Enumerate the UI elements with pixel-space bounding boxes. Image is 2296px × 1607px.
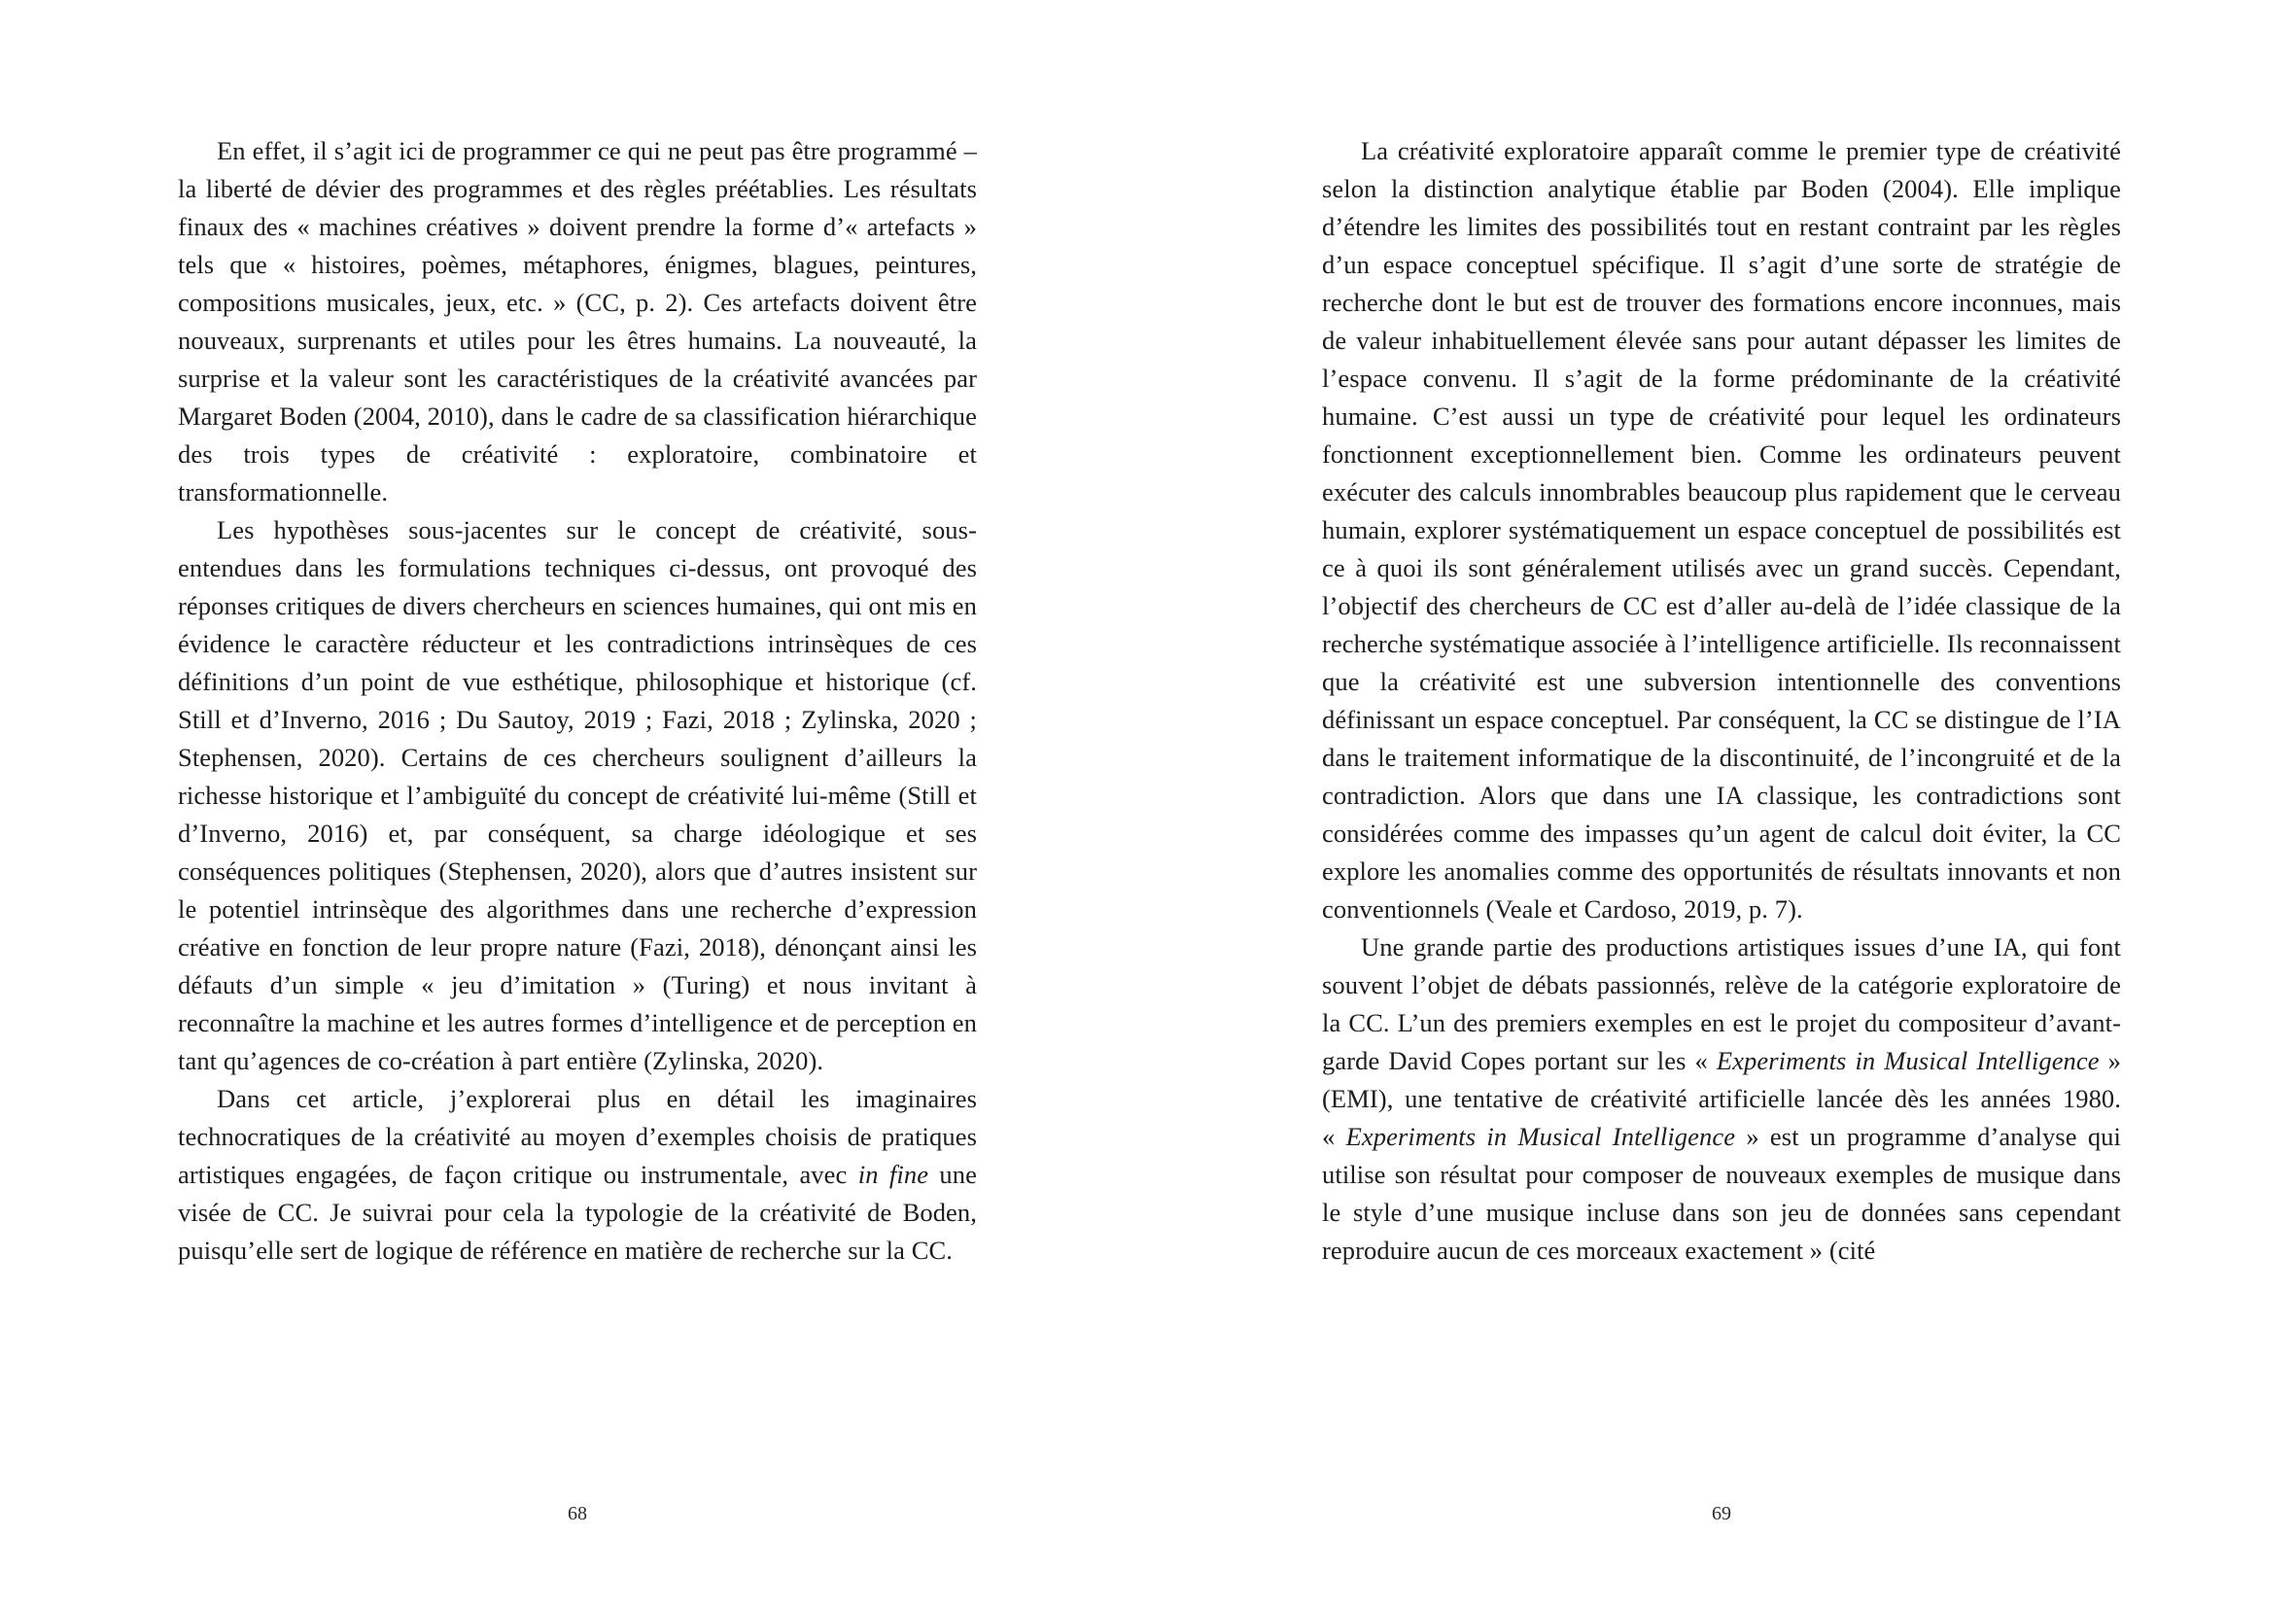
paragraph [178, 1080, 977, 1270]
text-segment: Les hypothèses sous-jacentes sur le concept de créativité, sous-entendues dans les formulations techniques ci-dessus, ont provoqué des réponses critiques de divers chercheurs en sciences humaines, qui ont mis en évidence le caractère réducteur et les contradictions intrinsèques de ces définitions d’un point de vue esthétique, philosophique et historique (cf. Still et d’Inverno, 2016 ; Du Sautoy, 2019 ; Fazi, 2018 ; Zylinska, 2020 ; Stephensen, 2020). Certains de ces chercheurs soulignent d’ailleurs la richesse historique et l’ambiguïté du concept de créativité lui-même (Still et d’Inverno, 2016) et, par conséquent, sa charge idéologique et ses conséquences politiques (Stephensen, 2020), alors que d’autres insistent sur le potentiel intrinsèque des algorithmes dans une recherche d’expression créative en fonction de leur propre nature (Fazi, 2018), dénonçant ainsi les défauts d’un simple « jeu d’imitation » (Turing) et nous invitant à reconnaître la machine et les autres formes d’intelligence et de perception en tant qu’agences de co-création à part entière (Zylinska, 2020). [178, 515, 977, 1075]
paragraph [178, 132, 977, 511]
page-number-right: 69 [1712, 1503, 1731, 1524]
page-right-text [1322, 132, 2121, 1270]
text-segment: » (EMI), une tentative de créativité artificielle lancée dès les années 1980. « [1322, 1046, 2121, 1151]
text-segment: En effet, il s’agit ici de programmer ce qui ne peut pas être programmé – la liberté de dévier des programmes et des règles préétablies. Les résultats finaux des « machines créatives » doivent prendre la forme d’« artefacts » tels que « histoires, poèmes, métaphores, énigmes, blagues, peintures, compositions musicales, jeux, etc. » (CC, p. 2). Ces artefacts doivent être nouveaux, surprenants et utiles pour les êtres humains. La nouveauté, la surprise et la valeur sont les caractéristiques de la créativité avancées par Margaret Boden (2004, 2010), dans le cadre de sa classification hiérarchique des trois types de créativité : exploratoire, combinatoire et transformationnelle. [178, 136, 977, 507]
page-number-left: 68 [568, 1503, 587, 1524]
text-segment: Une grande partie des productions artistiques issues d’une IA, qui font souvent l’objet de débats passionnés, relève de la catégorie exploratoire de la CC. L’un des premiers exemples en est le projet du compositeur d’avant-garde David Copes portant sur les « [1322, 932, 2121, 1075]
paragraph [1322, 928, 2121, 1270]
paragraph [178, 511, 977, 1080]
page-left-text [178, 132, 977, 1270]
text-segment: Dans cet article, j’explorerai plus en détail les imaginaires technocratiques de la créativité au moyen d’exemples choisis de pratiques artistiques engagées, de façon critique ou instrumentale, avec [178, 1084, 977, 1189]
paragraph [1322, 132, 2121, 928]
italic-text-segment: Experiments in Musical Intelligence [1716, 1046, 2100, 1075]
italic-text-segment: in fine [857, 1160, 929, 1189]
text-segment: La créativité exploratoire apparaît comme le premier type de créativité selon la distinction analytique établie par Boden (2004). Elle implique d’étendre les limites des possibilités tout en restant contraint par les règles d’un espace conceptuel spécifique. Il s’agit d’une sorte de stratégie de recherche dont le but est de trouver des formations encore inconnues, mais de valeur inhabituellement élevée sans pour autant dépasser les limites de l’espace convenu. Il s’agit de la forme prédominante de la créativité humaine. C’est aussi un type de créativité pour lequel les ordinateurs fonctionnent exceptionnellement bien. Comme les ordinateurs peuvent exécuter des calculs innombrables beaucoup plus rapidement que le cerveau humain, explorer systématiquement un espace conceptuel de possibilités est ce à quoi ils sont généralement utilisés avec un grand succès. Cependant, l’objectif des chercheurs de CC est d’aller au-delà de l’idée classique de la recherche systématique associée à l’intelligence artificielle. Ils reconnaissent que la créativité est une subversion intentionnelle des conventions définissant un espace conceptuel. Par conséquent, la CC se distingue de l’IA dans le traitement informatique de la discontinuité, de l’incongruité et de la contradiction. Alors que dans une IA classique, les contradictions sont considérées comme des impasses qu’un agent de calcul doit éviter, la CC explore les anomalies comme des opportunités de résultats innovants et non conventionnels (Veale et Cardoso, 2019, p. 7). [1322, 136, 2121, 924]
page-right [1148, 0, 2296, 1607]
text-segment: » est un programme d’analyse qui utilise son résultat pour composer de nouveaux exemples de musique dans le style d’une musique incluse dans son jeu de données sans cependant reproduire aucun de ces morceaux exactement » (cité [1322, 1122, 2121, 1265]
italic-text-segment: Experiments in Musical Intelligence [1345, 1122, 1736, 1151]
text-segment: une visée de CC. Je suivrai pour cela la typologie de la créativité de Boden, puisqu’elle sert de logique de référence en matière de recherche sur la CC. [178, 1160, 977, 1265]
